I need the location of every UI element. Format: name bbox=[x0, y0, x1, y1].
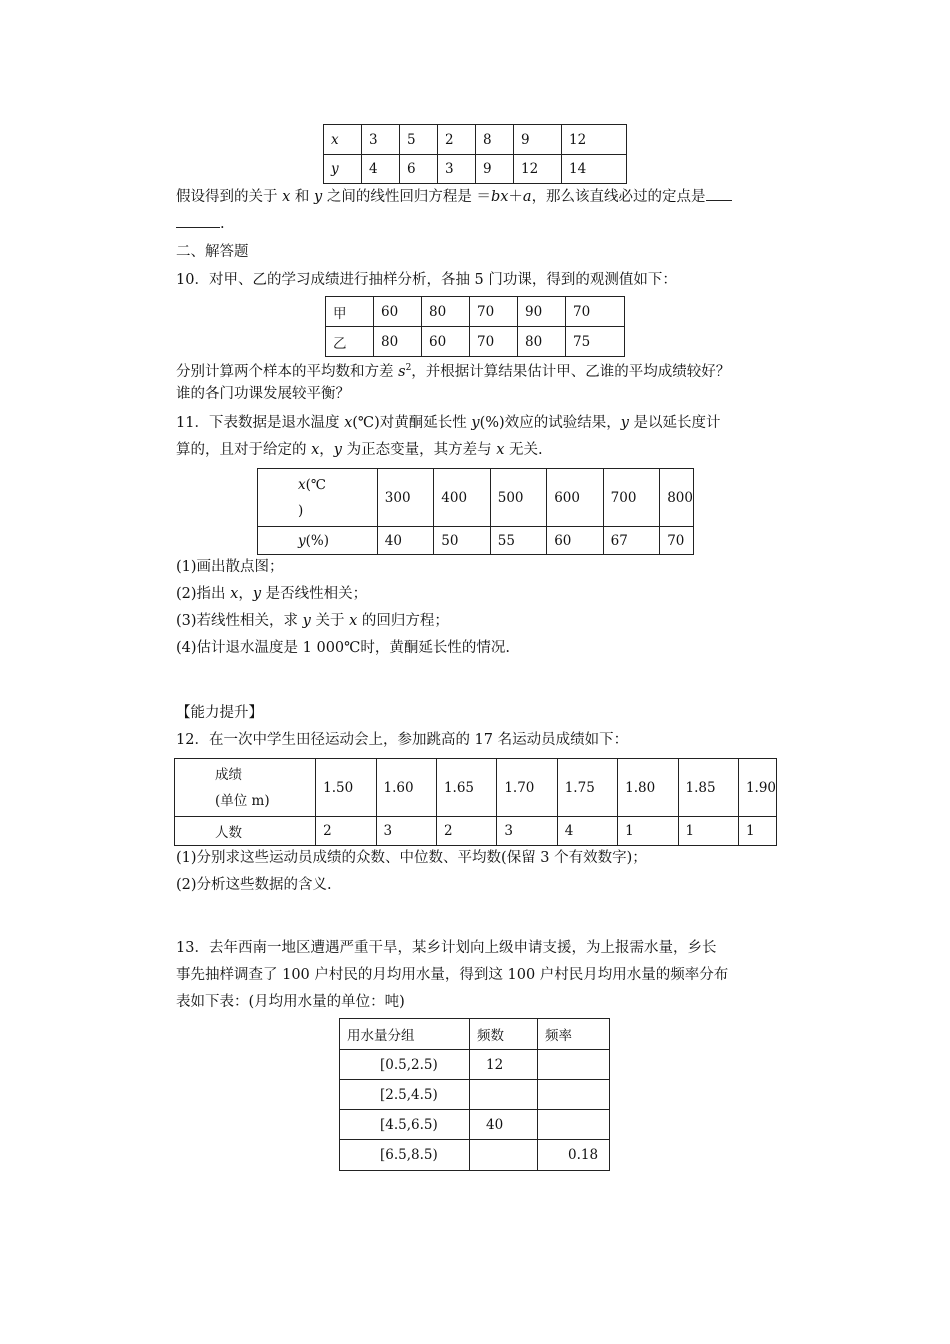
table-q13-group: [0.5,2.5) bbox=[340, 1050, 470, 1080]
table-q13-header: 用水量分组 bbox=[340, 1019, 470, 1050]
table-q11-cell: 800 bbox=[660, 469, 694, 527]
answer-blank[interactable] bbox=[706, 186, 732, 201]
table-q12-count: 1 bbox=[618, 817, 678, 846]
table-xy-cell: 9 bbox=[514, 125, 562, 155]
table-q11-cell: 400 bbox=[434, 469, 490, 527]
table-q12-count: 2 bbox=[316, 817, 376, 846]
table-q12-score: 1.75 bbox=[557, 759, 617, 817]
table-q11-header-x: x(℃ ) bbox=[258, 469, 378, 527]
table-xy-cell: 4 bbox=[362, 155, 400, 184]
table-q13-header: 频数 bbox=[470, 1019, 538, 1050]
section-title: 二、解答题 bbox=[176, 244, 249, 260]
table-xy-cell: 14 bbox=[562, 155, 627, 184]
table-q11-cell: 70 bbox=[660, 527, 694, 555]
table-q10 bbox=[325, 296, 625, 357]
table-q10-cell: 60 bbox=[374, 297, 422, 327]
q13-stem-cont: 事先抽样调查了 100 户村民的月均用水量，得到这 100 户村民月均用水量的频率分布 bbox=[176, 967, 729, 983]
table-xy bbox=[323, 124, 627, 184]
table-xy-cell: 2 bbox=[438, 125, 476, 155]
table-q13-group: [2.5,4.5) bbox=[340, 1080, 470, 1110]
table-q10-cell: 80 bbox=[374, 327, 422, 357]
q11-part-3: (3)若线性相关，求 y 关于 x 的回归方程； bbox=[176, 613, 449, 629]
table-q10-label: 乙 bbox=[326, 327, 374, 357]
table-q11-cell: 500 bbox=[490, 469, 546, 527]
q13-stem: 13．去年西南一地区遭遇严重干旱，某乡计划向上级申请支援，为上报需水量，乡长 bbox=[176, 940, 717, 956]
q11-stem: 11．下表数据是退水温度 x(℃)对黄酮延长性 y(%)效应的试验结果，y 是以延长度计 bbox=[176, 415, 721, 431]
table-q13-group: [6.5,8.5) bbox=[340, 1140, 470, 1171]
table-q12-count: 3 bbox=[497, 817, 557, 846]
table-xy-cell: 3 bbox=[438, 155, 476, 184]
table-q13-rate[interactable] bbox=[538, 1050, 610, 1080]
q10-question: 分别计算两个样本的平均数和方差 $s^2$，并根据计算结果估计甲、乙谁的平均成绩较好？ bbox=[176, 363, 731, 380]
table-q10-cell: 80 bbox=[422, 297, 470, 327]
table-q12-score: 1.90 bbox=[738, 759, 776, 817]
table-q12-score: 1.50 bbox=[316, 759, 376, 817]
table-q11-header-y: y(%) bbox=[258, 527, 378, 555]
table-q12 bbox=[174, 758, 777, 846]
table-q13-rate[interactable] bbox=[538, 1110, 610, 1140]
q9-text: 假设得到的关于 x 和 y 之间的线性回归方程是 ＝bx＋a，那么该直线必过的定点是 bbox=[176, 186, 732, 207]
table-q12-count-label: 人数 bbox=[175, 817, 316, 846]
table-xy-cell: 3 bbox=[362, 125, 400, 155]
table-q10-cell: 70 bbox=[470, 327, 518, 357]
table-q12-score: 1.70 bbox=[497, 759, 557, 817]
table-xy-label-x: x bbox=[324, 125, 362, 155]
table-q13-rate[interactable] bbox=[538, 1080, 610, 1110]
table-q12-count: 3 bbox=[376, 817, 436, 846]
table-q12-count: 4 bbox=[557, 817, 617, 846]
q11-stem-cont: 算的，且对于给定的 x，y 为正态变量，其方差与 x 无关. bbox=[176, 442, 543, 458]
q11-part-4: (4)估计退水温度是 1 000℃时，黄酮延长性的情况. bbox=[176, 640, 510, 656]
q12-stem: 12．在一次中学生田径运动会上，参加跳高的 17 名运动员成绩如下： bbox=[176, 732, 629, 748]
table-q11-cell: 55 bbox=[490, 527, 546, 555]
q10-stem: 10．对甲、乙的学习成绩进行抽样分析，各抽 5 门功课，得到的观测值如下： bbox=[176, 272, 677, 288]
table-q11-cell: 40 bbox=[377, 527, 433, 555]
table-q13-header: 频率 bbox=[538, 1019, 610, 1050]
table-q13-rate: 0.18 bbox=[538, 1140, 610, 1171]
q9-text-cont: . bbox=[176, 213, 225, 234]
table-q13-freq: 40 bbox=[470, 1110, 538, 1140]
table-q11-cell: 300 bbox=[377, 469, 433, 527]
table-xy-cell: 12 bbox=[562, 125, 627, 155]
table-q11 bbox=[257, 468, 694, 555]
table-q12-count: 2 bbox=[436, 817, 496, 846]
table-q10-label: 甲 bbox=[326, 297, 374, 327]
table-xy-cell: 9 bbox=[476, 155, 514, 184]
table-q12-score: 1.60 bbox=[376, 759, 436, 817]
table-q11-cell: 50 bbox=[434, 527, 490, 555]
table-xy-cell: 6 bbox=[400, 155, 438, 184]
table-q11-cell: 700 bbox=[603, 469, 660, 527]
table-xy-cell: 12 bbox=[514, 155, 562, 184]
table-xy-cell: 8 bbox=[476, 125, 514, 155]
q12-part-2: (2)分析这些数据的含义. bbox=[176, 877, 332, 893]
table-q11-cell: 67 bbox=[603, 527, 660, 555]
table-q11-cell: 600 bbox=[547, 469, 603, 527]
table-q12-score: 1.80 bbox=[618, 759, 678, 817]
table-q12-count: 1 bbox=[738, 817, 776, 846]
q12-part-1: (1)分别求这些运动员成绩的众数、中位数、平均数(保留 3 个有效数字)； bbox=[176, 850, 647, 866]
table-q10-cell: 75 bbox=[566, 327, 625, 357]
table-q13-freq[interactable] bbox=[470, 1080, 538, 1110]
q11-part-1: (1)画出散点图； bbox=[176, 559, 284, 575]
answer-blank[interactable] bbox=[176, 213, 220, 228]
table-q13-freq[interactable] bbox=[470, 1140, 538, 1171]
table-q12-count: 1 bbox=[678, 817, 738, 846]
table-q10-cell: 90 bbox=[518, 297, 566, 327]
table-xy-label-y: y bbox=[324, 155, 362, 184]
table-q12-score: 1.85 bbox=[678, 759, 738, 817]
ability-heading: 【能力提升】 bbox=[176, 705, 263, 721]
table-q12-score: 1.65 bbox=[436, 759, 496, 817]
table-q10-cell: 70 bbox=[566, 297, 625, 327]
q13-stem-cont: 表如下表：(月均用水量的单位：吨) bbox=[176, 994, 405, 1010]
table-q12-header: 成绩 (单位 m) bbox=[175, 759, 316, 817]
table-q13 bbox=[339, 1018, 610, 1171]
table-q13-group: [4.5,6.5) bbox=[340, 1110, 470, 1140]
table-q11-cell: 60 bbox=[547, 527, 603, 555]
q11-part-2: (2)指出 x，y 是否线性相关； bbox=[176, 586, 368, 602]
table-q13-freq: 12 bbox=[470, 1050, 538, 1080]
table-q10-cell: 60 bbox=[422, 327, 470, 357]
table-xy-cell: 5 bbox=[400, 125, 438, 155]
table-q10-cell: 70 bbox=[470, 297, 518, 327]
table-q10-cell: 80 bbox=[518, 327, 566, 357]
q10-question-cont: 谁的各门功课发展较平衡？ bbox=[176, 386, 350, 402]
